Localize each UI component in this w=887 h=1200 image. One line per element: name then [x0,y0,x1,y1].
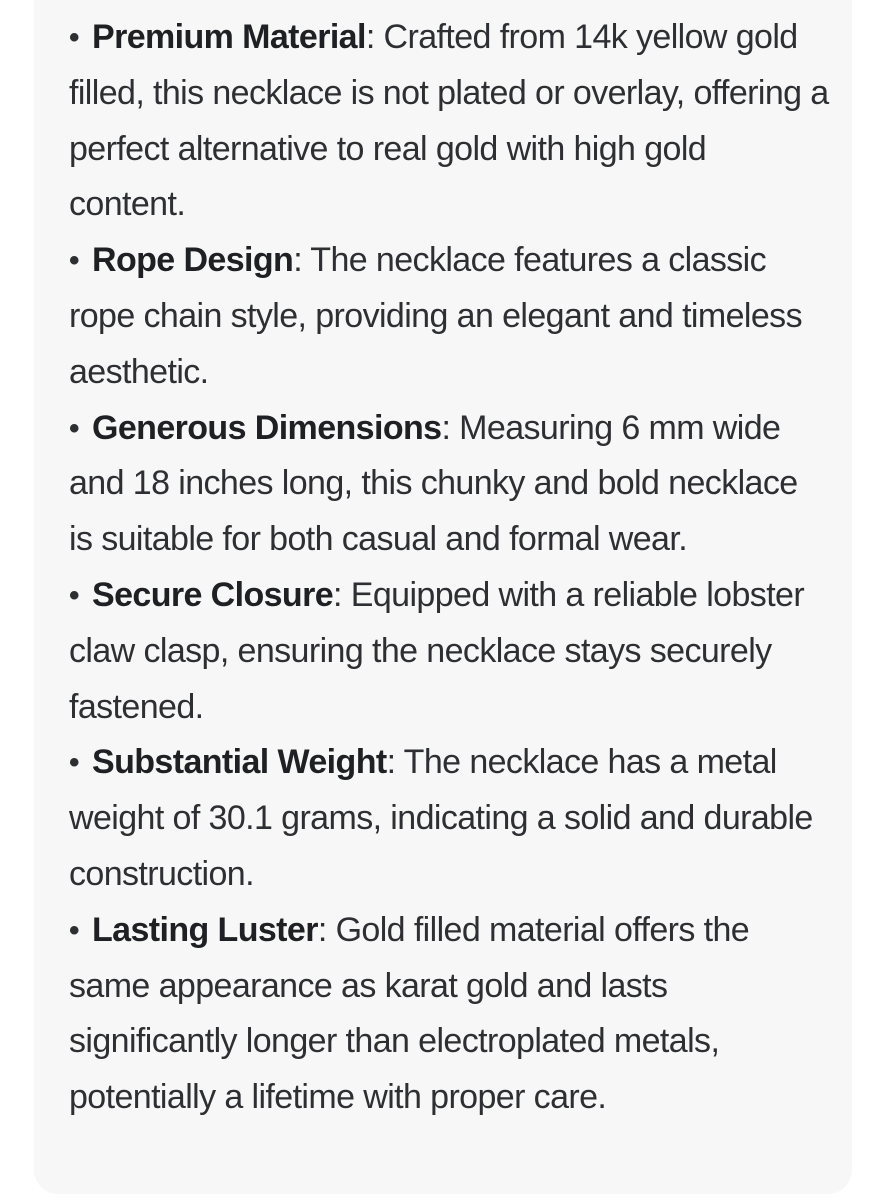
feature-separator: : [317,910,327,949]
bullet-icon: • [69,913,79,947]
feature-separator: : [386,743,396,782]
feature-title: Secure Closure [92,575,334,614]
feature-text: Crafted from 14k yellow gold filled, this necklace is not plated or overlay, offering a perfect alternative to real gold with high gold content. [69,18,829,224]
bullet-icon: • [69,411,79,445]
feature-separator: : [293,241,303,280]
bullet-icon: • [69,746,79,780]
feature-item-rope-design [69,233,829,400]
feature-item-substantial-weight [69,735,829,902]
feature-separator: : [441,408,451,447]
feature-separator: : [365,18,375,56]
feature-text: The necklace has a metal weight of 30.1 grams, indicating a solid and durable construction. [69,743,813,893]
feature-text: Measuring 6 mm wide and 18 inches long, this chunky and bold necklace is suitable for both casual and formal wear. [69,408,798,559]
feature-text: The necklace features a classic rope chain style, providing an elegant and timeless aesthetic. [69,241,802,391]
feature-item-lasting-luster [69,903,829,1126]
feature-text: Gold filled material offers the same appearance as karat gold and lasts significantly longer than electroplated metals, potentially a lifetime with proper care. [69,910,750,1117]
feature-item-generous-dimensions [69,401,829,568]
feature-title: Generous Dimensions [92,408,442,447]
feature-title: Lasting Luster [92,910,318,949]
bullet-icon: • [69,244,79,278]
feature-text: Equipped with a reliable lobster claw clasp, ensuring the necklace stays securely fastened. [69,575,805,726]
feature-title: Premium Material [92,18,366,56]
bullet-icon: • [69,578,79,612]
feature-item-secure-closure [69,568,829,735]
feature-title: Rope Design [92,241,294,280]
feature-list [69,10,829,1126]
bullet-icon: • [69,21,79,54]
feature-separator: : [333,575,342,614]
feature-item-premium-material [69,10,829,233]
feature-title: Substantial Weight [92,743,387,782]
